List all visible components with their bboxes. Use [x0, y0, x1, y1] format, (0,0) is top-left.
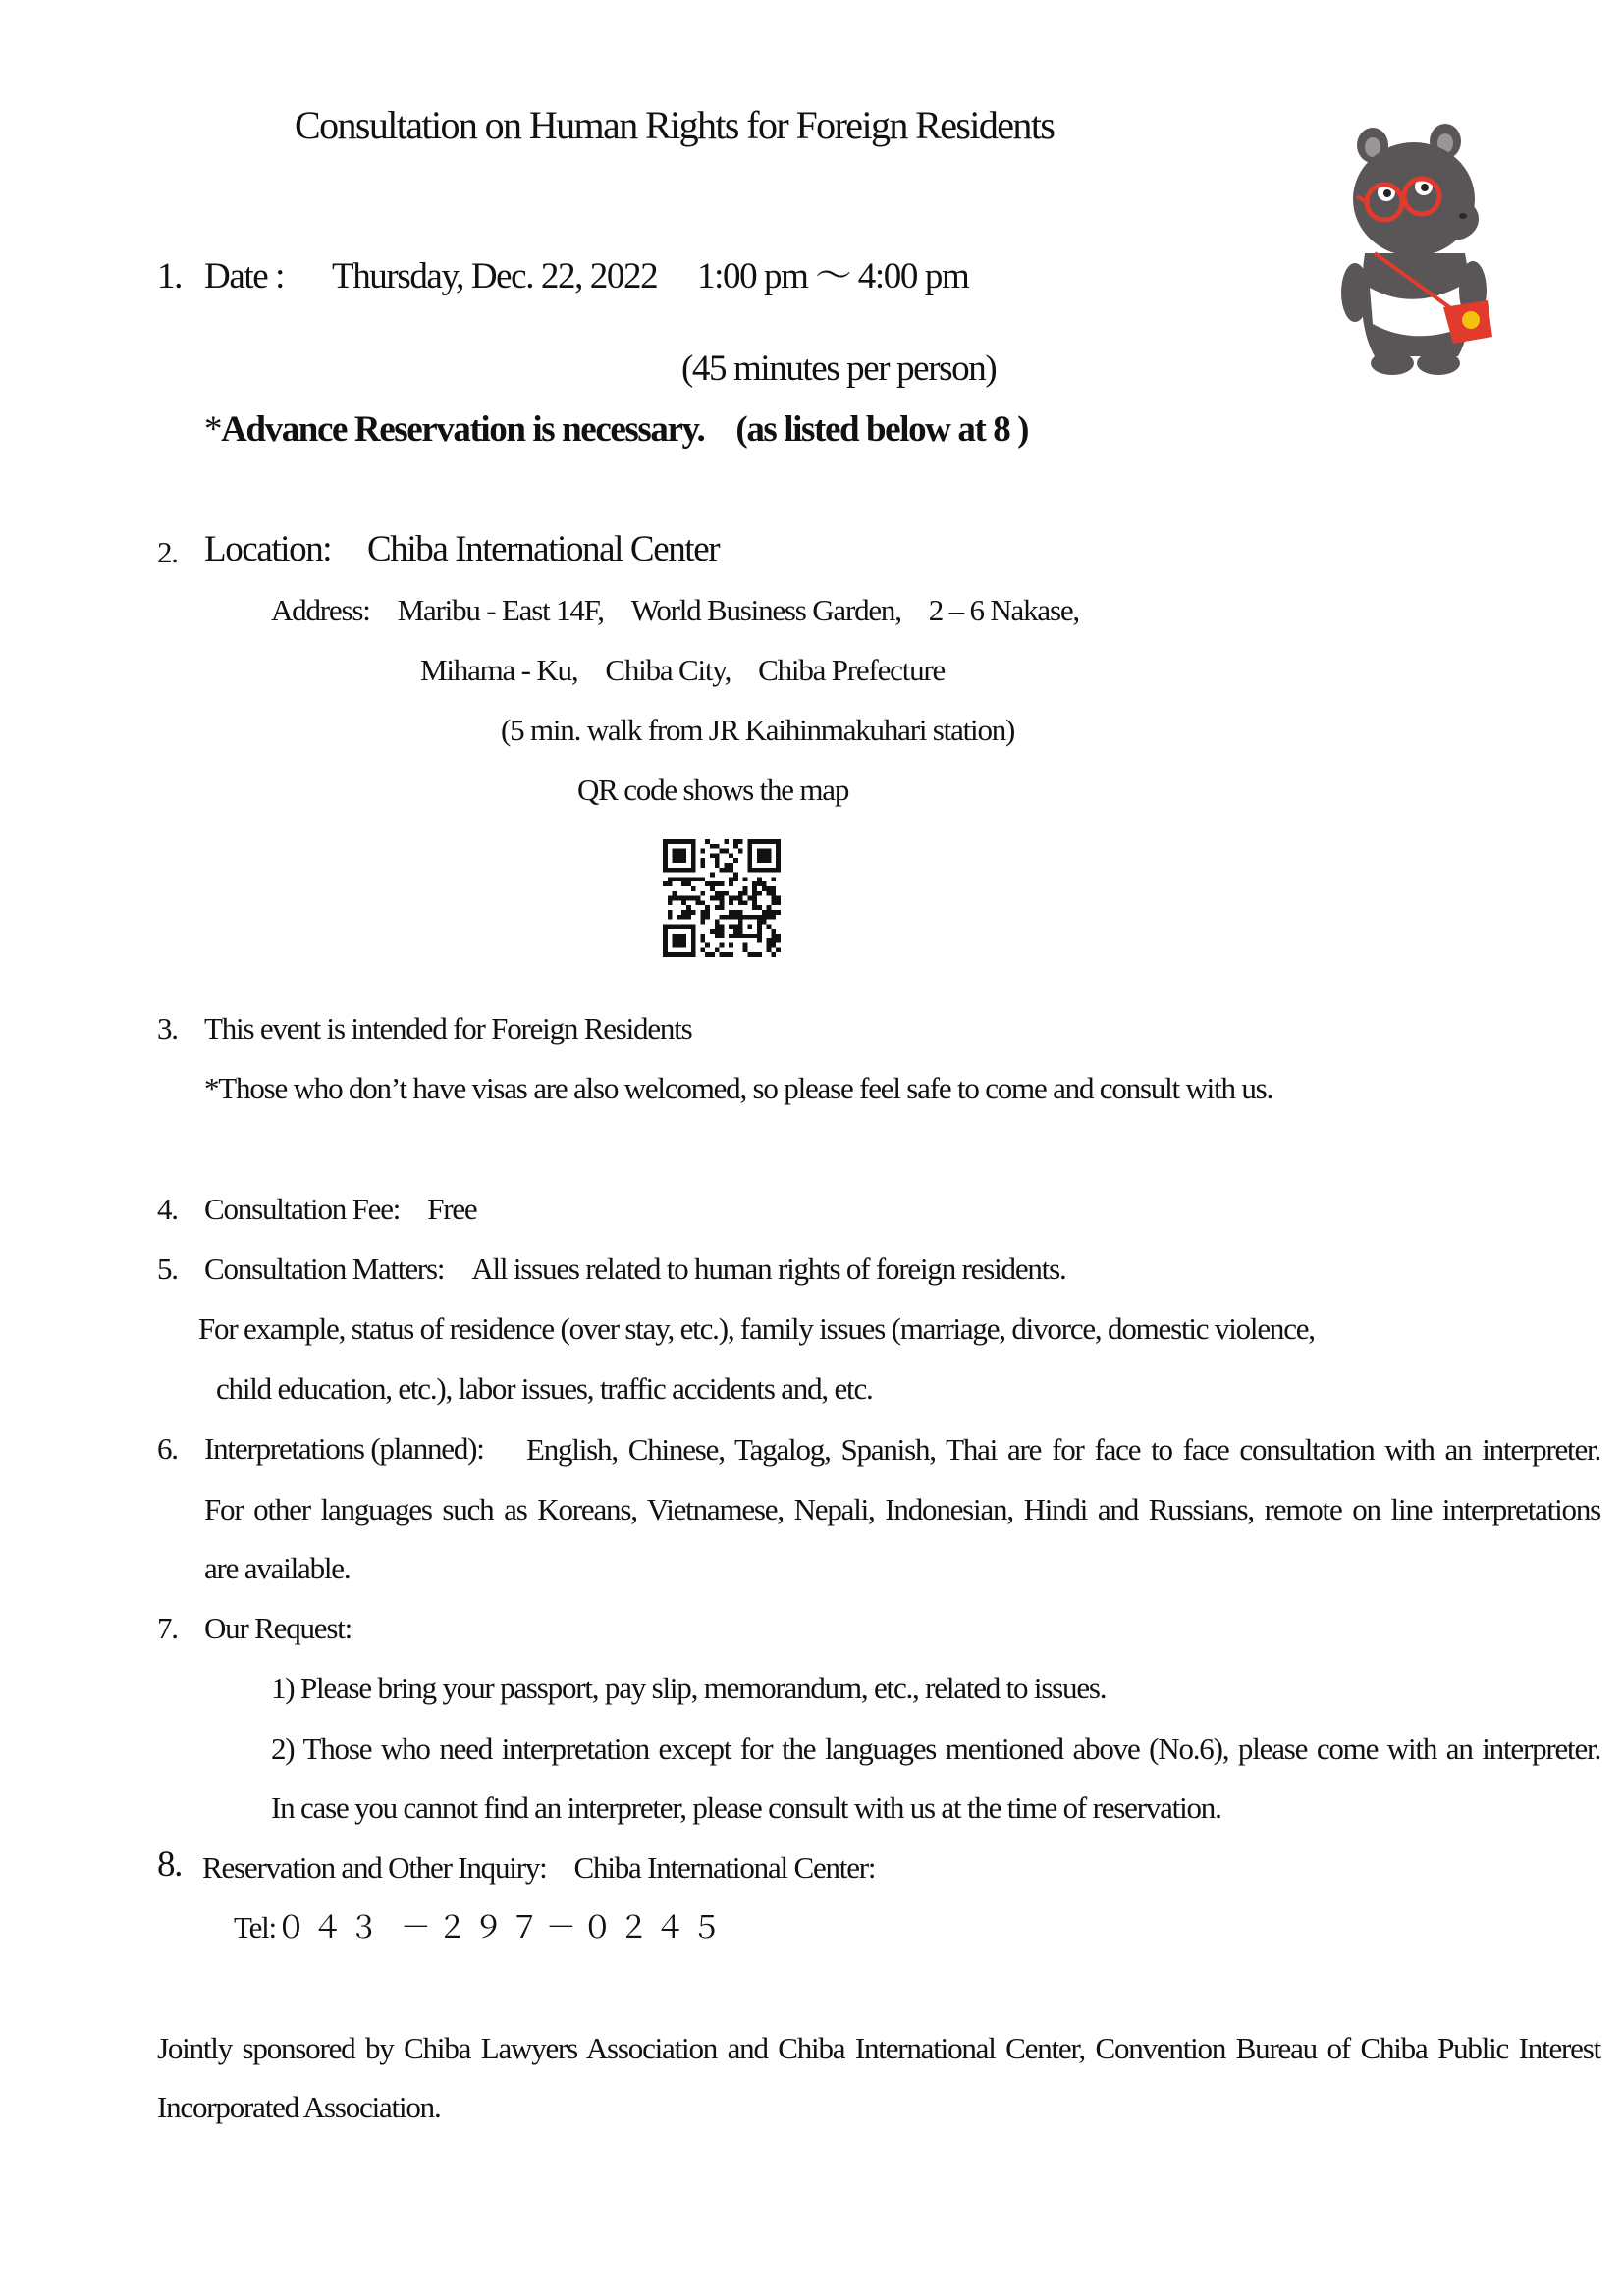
fee-label: Consultation Fee:: [204, 1192, 401, 1226]
address-ward: Mihama - Ku,: [420, 653, 578, 687]
minutes-per-person: (45 minutes per person): [681, 348, 997, 389]
fee-line: [204, 1190, 476, 1229]
section-1-number: 1.: [157, 256, 182, 296]
matters-value: All issues related to human rights of foreign residents.: [471, 1252, 1066, 1286]
tel-label: Tel:: [234, 1910, 276, 1945]
request-label: Our Request:: [204, 1611, 352, 1645]
address-city: Chiba City,: [605, 653, 731, 687]
date-label: Date :: [204, 256, 284, 296]
interpretations-label: Interpretations (planned):: [204, 1431, 484, 1466]
document-title: Consultation on Human Rights for Foreign Residents: [295, 103, 1055, 147]
asterisk: *: [204, 409, 222, 450]
address-line-2: [420, 651, 945, 690]
location-label: Location:: [204, 529, 332, 569]
matters-examples-1: For example, status of residence (over stay, etc.), family issues (marriage, divorce, domestic violence,: [198, 1311, 1315, 1346]
section-4-number: 4.: [157, 1192, 178, 1226]
intended-audience: This event is intended for Foreign Residents: [204, 1011, 692, 1045]
matters-examples-2: child education, etc.), labor issues, traffic accidents and, etc.: [216, 1371, 873, 1406]
time-range: 1:00 pm ～ 4:00 pm: [697, 256, 969, 296]
inquiry-value: Chiba International Center:: [573, 1850, 876, 1885]
address-line-1: [271, 591, 1079, 630]
section-2-number: 2.: [157, 535, 178, 569]
tel-line: [234, 1908, 728, 1948]
address-prefecture: Chiba Prefecture: [758, 653, 946, 687]
walk-directions: (5 min. walk from JR Kaihinmakuhari station): [501, 713, 1015, 747]
qr-code-image: [663, 839, 781, 957]
section-7-number: 7.: [157, 1611, 178, 1645]
address-label: Address:: [271, 593, 370, 627]
as-listed-below: (as listed below at 8 ): [735, 409, 1029, 450]
matters-label: Consultation Matters:: [204, 1252, 445, 1286]
sponsor-line-1: Jointly sponsored by Chiba Lawyers Association and Chiba International Center, Convention Bureau of Chiba Public Interest: [157, 2031, 1600, 2065]
visa-note: *Those who don’t have visas are also welcomed, so please feel safe to come and consult with us.: [204, 1071, 1273, 1105]
request-1: 1) Please bring your passport, pay slip, memorandum, etc., related to issues.: [271, 1671, 1107, 1705]
matters-line: [204, 1250, 1066, 1289]
section-8-number: 8.: [157, 1844, 182, 1885]
venue-name: Chiba International Center: [367, 529, 720, 569]
address-street: 2 – 6 Nakase,: [928, 593, 1079, 627]
inquiry-label: Reservation and Other Inquiry:: [202, 1850, 547, 1885]
tel-number: ０４３ －２９７－０２４５: [275, 1910, 728, 1946]
interpretations-line-2: For other languages such as Koreans, Vietnamese, Nepali, Indonesian, Hindi and Russians, remote on line interpretations: [204, 1492, 1600, 1526]
request-2: 2) Those who need interpretation except for the languages mentioned above (No.6), please come with an interpreter.: [271, 1732, 1600, 1766]
advance-reservation-note: [204, 410, 1028, 450]
qr-note: QR code shows the map: [577, 773, 849, 807]
section-5-number: 5.: [157, 1252, 178, 1286]
interpretations-line-3: are available.: [204, 1551, 351, 1585]
request-3: In case you cannot find an interpreter, please consult with us at the time of reservation.: [271, 1790, 1221, 1825]
inquiry-line: [202, 1848, 875, 1888]
fee-value: Free: [427, 1192, 477, 1226]
tapir-mascot-image: [1316, 116, 1512, 381]
sponsor-line-2: Incorporated Association.: [157, 2090, 441, 2124]
address-building: Maribu - East 14F,: [397, 593, 604, 627]
advance-reservation-text: Advance Reservation is necessary.: [221, 409, 705, 450]
date-value: Thursday, Dec. 22, 2022: [332, 256, 658, 296]
address-garden: World Business Garden,: [630, 593, 901, 627]
interpretations-line-1: English, Chinese, Tagalog, Spanish, Thai are for face to face consultation with an interpreter.: [526, 1432, 1600, 1467]
section-3-number: 3.: [157, 1011, 178, 1045]
section-6-number: 6.: [157, 1431, 178, 1466]
